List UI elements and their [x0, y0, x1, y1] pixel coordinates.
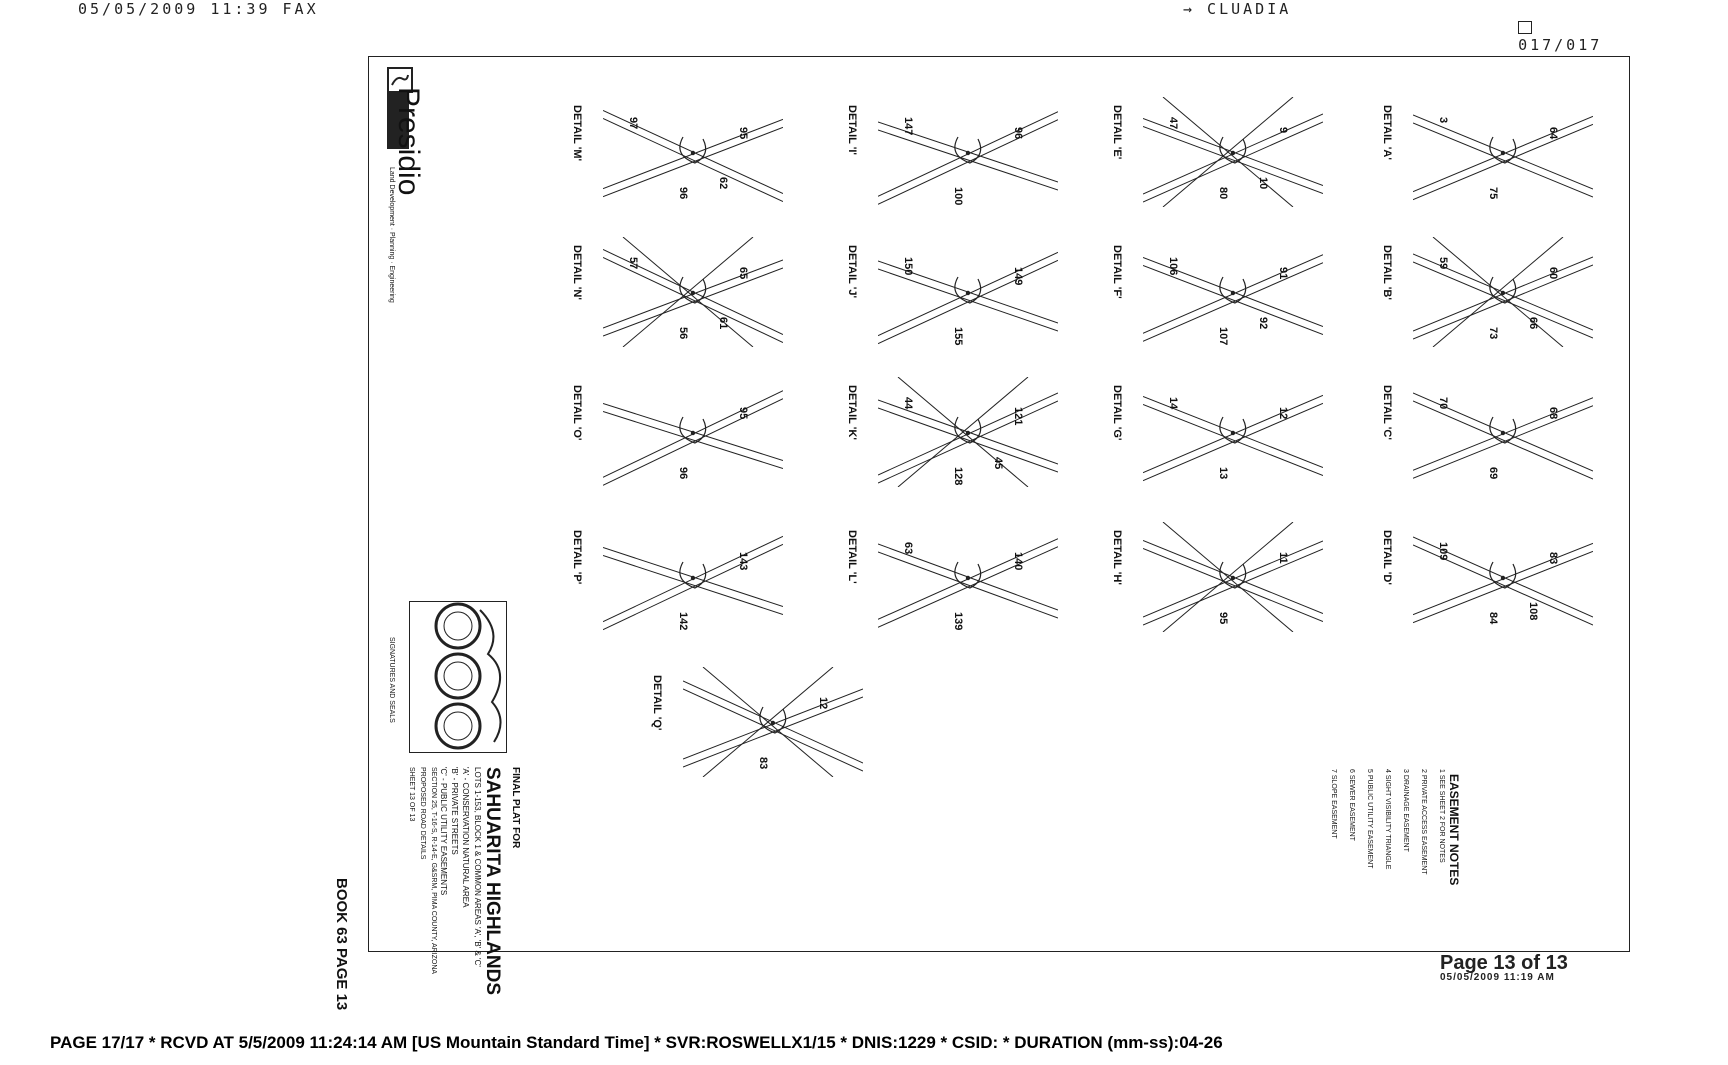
lot-number: 139	[952, 612, 964, 631]
easement-note-item: 5 PUBLIC UTILITY EASEMENT	[1366, 769, 1373, 869]
lot-number: 59	[1437, 257, 1449, 270]
lot-number: 108	[1527, 602, 1539, 621]
lot-number: 10	[1257, 177, 1269, 190]
lot-number: 106	[1167, 257, 1179, 276]
plat-sheet: Presidio Land Development · Planning · Engineering DETAIL 'A' 64 75 3 DETAIL 'E' 9 80 47 10 DETAIL 'I' 96 100 147 DETAIL 'M' 95 96 97 62 DETAIL 'B' 60 73 59 66 DETAIL 'F' 91 107 106 92 DETAIL 'J' 149 155 150 DETAIL 'N' 65 56 57 61 DETAIL 'C' 68 69 70 DETAIL 'G' 12 13 14 DETAIL 'K' 121 128 44 45 DETAIL 'O' 95 96 DETAIL 'D' 83 84 109 108 DETAIL 'H' 11 95 DETAIL 'L' 140 139 63 DETAIL 'P' 143 142 DETAIL 'Q' 12 83 SIGNATURES AND SEALS FINAL PLAT FOR SAHUARITA HIGHLANDS LOTS 1-153, BLOCK 1 & COMMON AREAS 'A', 'B' & 'C' 'A' - CONSERVATION NATURAL AREA 'B' - PRIVATE STREETS 'C' - PUBLIC UTILITY EASEMENTS SECTION 25, T-16-S, R-14-E, G&SRM, PIMA COUNTY, ARIZONA PROPOSED ROAD DETAILS SHEET 13 OF 13 EASEMENT NOTES 1 SEE SHEET 2 FOR NOTES 2 PRIVATE ACCESS EASEMENT 3 DRAINAGE EASEMENT 4 SIGHT VISIBILITY TRIANGLE 5 PUBLIC UTILITY EASEMENT 6 SEWER EASEMENT 7 SLOPE EASEMENT	[368, 56, 1630, 952]
lot-number: 121	[1012, 407, 1024, 426]
lot-number: 95	[1217, 612, 1229, 625]
detail-cell	[1379, 237, 1619, 357]
lot-number: 107	[1217, 327, 1229, 346]
lot-number: 84	[1487, 612, 1499, 625]
road-intersection-drawing	[1413, 237, 1593, 347]
road-intersection-drawing	[1143, 377, 1323, 487]
lot-number: 3	[1437, 117, 1449, 124]
road-line	[603, 412, 783, 469]
intersection-point-icon	[1501, 151, 1505, 155]
lot-number: 128	[952, 467, 964, 486]
lot-number: 91	[1277, 267, 1289, 280]
fax-page-counter-text: 017/017	[1518, 36, 1603, 54]
lot-number: 68	[1547, 407, 1559, 420]
detail-label: DETAIL 'N'	[571, 245, 583, 300]
lot-number: 64	[1547, 127, 1559, 140]
detail-label: DETAIL 'A'	[1381, 105, 1393, 160]
seals-graphic	[410, 602, 506, 752]
lot-number: 70	[1437, 397, 1449, 410]
intersection-point-icon	[1231, 431, 1235, 435]
detail-cell	[569, 97, 809, 217]
road-line	[878, 269, 1058, 331]
lot-number: 12	[1277, 407, 1289, 420]
title-line-9: SHEET 13 OF 13	[408, 767, 415, 822]
easement-note-item: 2 PRIVATE ACCESS EASEMENT	[1420, 769, 1427, 875]
detail-cell	[844, 97, 1084, 217]
lot-number: 56	[677, 327, 689, 340]
fax-checkbox-icon	[1518, 21, 1532, 34]
lot-number: 65	[737, 267, 749, 280]
road-line	[1413, 262, 1593, 338]
road-intersection-drawing	[1143, 237, 1323, 347]
detail-label: DETAIL 'H'	[1111, 530, 1123, 585]
intersection-point-icon	[691, 431, 695, 435]
detail-label: DETAIL 'M'	[571, 105, 583, 162]
easement-note-item: 1 SEE SHEET 2 FOR NOTES	[1438, 769, 1445, 863]
lot-number: 96	[677, 187, 689, 200]
detail-label: DETAIL 'D'	[1381, 530, 1393, 585]
lot-number: 73	[1487, 327, 1499, 340]
road-intersection-drawing	[603, 97, 783, 207]
intersection-point-icon	[691, 151, 695, 155]
lot-number: 97	[627, 117, 639, 130]
lot-number: 83	[1547, 552, 1559, 565]
lot-number: 47	[1167, 117, 1179, 130]
easement-note-item: 6 SEWER EASEMENT	[1348, 769, 1355, 841]
lot-number: 9	[1277, 127, 1289, 134]
easement-note-item: 4 SIGHT VISIBILITY TRIANGLE	[1384, 769, 1391, 870]
engineer-stamps	[409, 601, 507, 753]
intersection-point-icon	[691, 576, 695, 580]
lot-number: 11	[1277, 552, 1289, 564]
book-page-marker: BOOK 63 PAGE 13	[333, 878, 350, 1011]
lot-number: 66	[1527, 317, 1539, 330]
title-line-5: 'B' - PRIVATE STREETS	[450, 767, 459, 855]
lot-number: 92	[1257, 317, 1269, 330]
lot-number: 45	[992, 457, 1004, 470]
road-intersection-drawing	[1143, 522, 1323, 632]
road-intersection-drawing	[1413, 377, 1593, 487]
detail-label: DETAIL 'G'	[1111, 385, 1123, 441]
road-line	[1143, 266, 1323, 335]
fax-recipient: → CLUADIA	[1183, 0, 1292, 18]
intersection-point-icon	[966, 431, 970, 435]
lot-number: 60	[1547, 267, 1559, 280]
detail-label: DETAIL 'Q'	[651, 675, 663, 731]
lot-number: 69	[1487, 467, 1499, 480]
road-intersection-drawing	[683, 667, 863, 777]
detail-cell	[1379, 377, 1619, 497]
lot-number: 61	[717, 317, 729, 330]
detail-label: DETAIL 'B'	[1381, 245, 1393, 300]
road-intersection-drawing	[878, 97, 1058, 207]
intersection-point-icon	[966, 291, 970, 295]
lot-number: 75	[1487, 187, 1499, 200]
road-intersection-drawing	[1143, 97, 1323, 207]
detail-label: DETAIL 'I'	[846, 105, 858, 156]
lot-number: 96	[1012, 127, 1024, 140]
detail-cell	[569, 522, 809, 642]
lot-number: 155	[952, 327, 964, 346]
intersection-point-icon	[1501, 431, 1505, 435]
detail-cell	[844, 522, 1084, 642]
stamps-note: SIGNATURES AND SEALS	[388, 637, 395, 723]
intersection-point-icon	[1231, 576, 1235, 580]
lot-number: 95	[737, 407, 749, 420]
lot-number: 80	[1217, 187, 1229, 200]
intersection-point-icon	[1231, 291, 1235, 295]
fax-page-counter	[1494, 0, 1603, 54]
lot-number: 95	[737, 127, 749, 140]
detail-cell	[1109, 97, 1349, 217]
detail-label: DETAIL 'E'	[1111, 105, 1123, 160]
detail-cell	[569, 237, 809, 357]
detail-label: DETAIL 'L'	[846, 530, 858, 584]
lot-number: 83	[757, 757, 769, 770]
title-line-4: 'A' - CONSERVATION NATURAL AREA	[461, 767, 470, 908]
road-line	[1143, 127, 1323, 194]
lot-number: 142	[677, 612, 689, 631]
road-intersection-drawing	[603, 522, 783, 632]
road-intersection-drawing	[1413, 522, 1593, 632]
detail-cell	[1109, 237, 1349, 357]
intersection-point-icon	[691, 291, 695, 295]
detail-cell	[1109, 522, 1349, 642]
title-line-3: LOTS 1-153, BLOCK 1 & COMMON AREAS 'A', 'B' & 'C'	[473, 767, 482, 967]
intersection-point-icon	[1501, 291, 1505, 295]
detail-label: DETAIL 'C'	[1381, 385, 1393, 440]
intersection-point-icon	[966, 576, 970, 580]
lot-number: 150	[902, 257, 914, 276]
easement-note-item: 3 DRAINAGE EASEMENT	[1402, 769, 1409, 852]
road-line	[683, 689, 863, 771]
road-line	[1143, 549, 1323, 625]
title-line-8: PROPOSED ROAD DETAILS	[419, 767, 426, 860]
lot-number: 149	[1012, 267, 1024, 286]
lot-number: 100	[952, 187, 964, 206]
detail-cell	[1379, 97, 1619, 217]
road-line	[603, 119, 783, 202]
easement-notes-heading: EASEMENT NOTES	[1447, 774, 1461, 886]
lot-number: 14	[1167, 397, 1179, 410]
road-intersection-drawing	[1413, 97, 1593, 207]
title-line-1: FINAL PLAT FOR	[510, 767, 521, 849]
title-line-2: SAHUARITA HIGHLANDS	[482, 767, 503, 995]
detail-cell	[1109, 377, 1349, 497]
detail-label: DETAIL 'F'	[1111, 245, 1123, 299]
page-stamp: Page 13 of 13	[1440, 952, 1568, 974]
lot-number: 96	[677, 467, 689, 480]
detail-label: DETAIL 'P'	[571, 530, 583, 585]
title-line-7: SECTION 25, T-16-S, R-14-E, G&SRM, PIMA COUNTY, ARIZONA	[430, 767, 437, 975]
detail-label: DETAIL 'K'	[846, 385, 858, 440]
title-line-6: 'C' - PUBLIC UTILITY EASEMENTS	[439, 767, 448, 896]
road-intersection-drawing	[878, 377, 1058, 487]
lot-number: 63	[902, 542, 914, 555]
lot-number: 62	[717, 177, 729, 190]
fax-receipt-footer: PAGE 17/17 * RCVD AT 5/5/2009 11:24:14 AM [US Mountain Standard Time] * SVR:ROSWELLX1/15 * DNIS:1229 * CSID: * DURATION (mm-ss):04-26	[50, 1033, 1223, 1052]
fax-timestamp: 05/05/2009 11:39 FAX	[78, 0, 319, 18]
lot-number: 147	[902, 117, 914, 136]
detail-cell	[569, 377, 809, 497]
intersection-point-icon	[1501, 576, 1505, 580]
intersection-point-icon	[771, 721, 775, 725]
road-intersection-drawing	[603, 237, 783, 347]
detail-label: DETAIL 'O'	[571, 385, 583, 441]
road-line	[878, 130, 1058, 190]
lot-number: 12	[817, 697, 829, 710]
detail-cell	[844, 237, 1084, 357]
lot-number: 44	[902, 397, 914, 410]
page-stamp-date: 05/05/2009 11:19 AM	[1440, 972, 1555, 983]
road-intersection-drawing	[878, 237, 1058, 347]
easement-note-item: 7 SLOPE EASEMENT	[1330, 769, 1337, 839]
lot-number: 109	[1437, 542, 1449, 561]
road-line	[603, 556, 783, 615]
road-line	[878, 552, 1058, 618]
road-intersection-drawing	[878, 522, 1058, 632]
road-line	[1413, 123, 1593, 200]
lot-number: 57	[627, 257, 639, 270]
lot-number: 140	[1012, 552, 1024, 571]
company-name: Presidio	[392, 87, 425, 196]
detail-cell	[844, 377, 1084, 497]
detail-label: DETAIL 'J'	[846, 245, 858, 299]
detail-cell	[1379, 522, 1619, 642]
intersection-point-icon	[1231, 151, 1235, 155]
intersection-point-icon	[966, 151, 970, 155]
lot-number: 13	[1217, 467, 1229, 480]
road-intersection-drawing	[603, 377, 783, 487]
lot-number: 143	[737, 552, 749, 571]
detail-cell	[649, 667, 889, 787]
